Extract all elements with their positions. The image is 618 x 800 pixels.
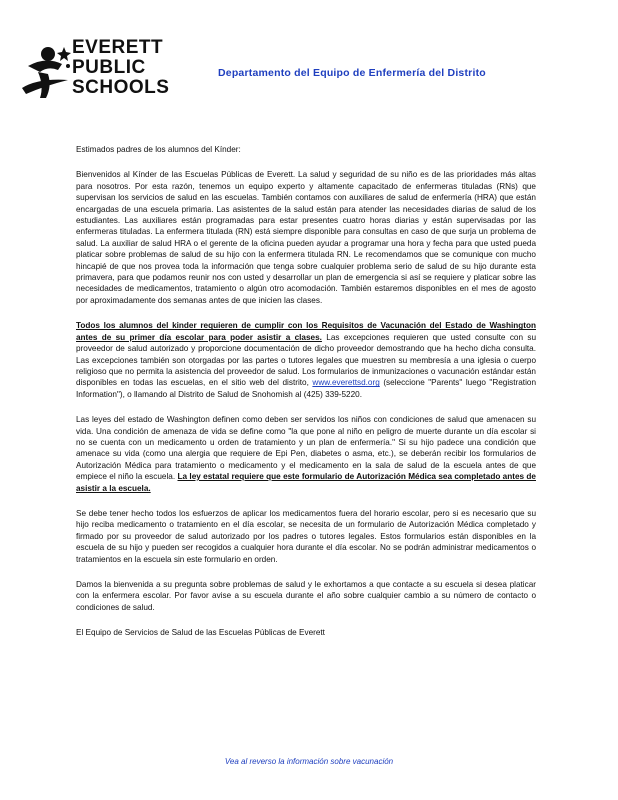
- vaccination-details: Las excepciones requieren que usted consulte con su proveedor de salud autorizado y proporcione documentación de dicho proveedor demostrando que ha hecho dicha consulta. Las excepciones también son otorgadas por las partes o tutores legales que muestren su membresía a una iglesia o cuerpo religioso que no permita la asistencia del proveedor de salud. Los formularios de inmunizaciones o vacunación estándar están disponibles en todas las escuelas, en el sitio web del distrito,: [76, 332, 537, 388]
- logo-wordmark: [72, 38, 169, 98]
- footer-note: Vea al reverso la información sobre vacunación: [224, 757, 394, 766]
- vaccination-contact: (seleccione "Parents" luego "Registration Information"), o llamando al Distrito de Salud de Snohomish al (425) 339-5220.: [76, 378, 537, 399]
- letter-body: [76, 140, 536, 653]
- person-figure-icon: [18, 42, 74, 102]
- district-website-link[interactable]: www.everettsd.org: [312, 378, 380, 388]
- state-law-requirement: La ley estatal requiere que este formulario de Autorización Médica sea completado antes de asistir a la escuela.: [76, 472, 536, 493]
- greeting: Estimados padres de los alumnos del Kínder:: [76, 145, 241, 154]
- vaccination-requirement: Todos los alumnos del kinder requieren de cumplir con los Requisitos de Vacunación del Estado de Washington antes de su primer día escolar para poder asistir a clases.: [76, 321, 536, 342]
- paragraph-contact: Damos la bienvenida a su pregunta sobre problemas de salud y le exhortamos a que contacte a su escuela si desea platicar con la enfermera escolar. Por favor avise a su escuela durante el año sobre cualquier cambio a su número de contacto o condiciones de salud.: [76, 580, 536, 612]
- page-title: Departamento del Equipo de Enfermería del Distrito: [218, 67, 486, 79]
- logo-line-1: EVERETT: [72, 37, 164, 58]
- closing-signature: El Equipo de Servicios de Salud de las Escuelas Públicas de Everett: [76, 628, 325, 638]
- paragraph-medication: Se debe tener hecho todos los esfuerzos de aplicar los medicamentos fuera del horario escolar, pero si es necesario que su hijo reciba medicamento o tratamiento en el día escolar, se necesita de un formulario de Autorización Médica completado y firmado por su proveedor de salud autorizado por los padres o tutores legales. Estos formularios están disponibles en la escuela de su hijo y pueden ser recogidos a cualquier hora durante el día escolar. No se podrán administrar medicamentos o tratamientos en la escuela sin este formulario en orden.: [76, 508, 536, 564]
- life-threatening-text: Las leyes del estado de Washington definen como deben ser servidos los niños con condiciones de salud que amenacen su vida. Una condición de amenaza de vida se define como "la que pone al niño en peligro de muerte durante un día escolar si no se cuenta con un medicamento u orden de tratamiento y un plan de enfermería." Si su hijo padece una condición que amenace su vida (como una alergia que requiere de Epi Pen, diabetes o asma, etc.), se deberán recibir los formularios de Autorización Médica para tratamiento o medicamento y el medicamento en la sala de salud de la escuela antes de que empiece el niño la escuela.: [76, 415, 536, 482]
- logo-line-2: PUBLIC: [72, 57, 146, 78]
- district-logo: [18, 38, 178, 104]
- paragraph-life-threatening: [76, 414, 536, 494]
- logo-line-3: SCHOOLS: [72, 77, 170, 98]
- paragraph-welcome: Bienvenidos al Kínder de las Escuelas Públicas de Everett. La salud y seguridad de su niño es de las prioridades más altas para nosotros. Por esta razón, tenemos un equipo experto y altamente capacitado de enfermeras tituladas (RNs) que supervisan los servicios de salud en las escuelas. También contamos con auxiliares de salud de enfermería (HRA) que están encargadas de una escuela primaria. Las asistentes de la salud están para atender las necesidades diarias de salud de los estudiantes. Las auxiliares están programadas para estar presentes cuatro horas diarias y están supervisadas por las enfermeras tituladas. La enfermera titulada (RN) está siempre disponible para consultas en caso de que surja un problema de salud. La auxiliar de salud HRA o el gerente de la oficina pueden ayudar a programar una hora y fecha para que usted pueda platicar sobre problemas de salud de su hijo con la enfermera titulada RN. Le recomendamos que se comunique con mucho hincapié de que nos provea toda la información que tenga sobre cualquier problema serio de salud de su hijo durante esta primavera, para que podamos reunir nos con usted y desarrollar un plan de emergencia si así se requiere y platicar sobre las necesidades de medicamentos, tratamiento o algún otro acomodación. También estaremos disponibles en el mes de agosto por aproximadamente dos semanas antes de que inicien las clases.: [76, 170, 536, 305]
- paragraph-vaccination: [76, 320, 536, 400]
